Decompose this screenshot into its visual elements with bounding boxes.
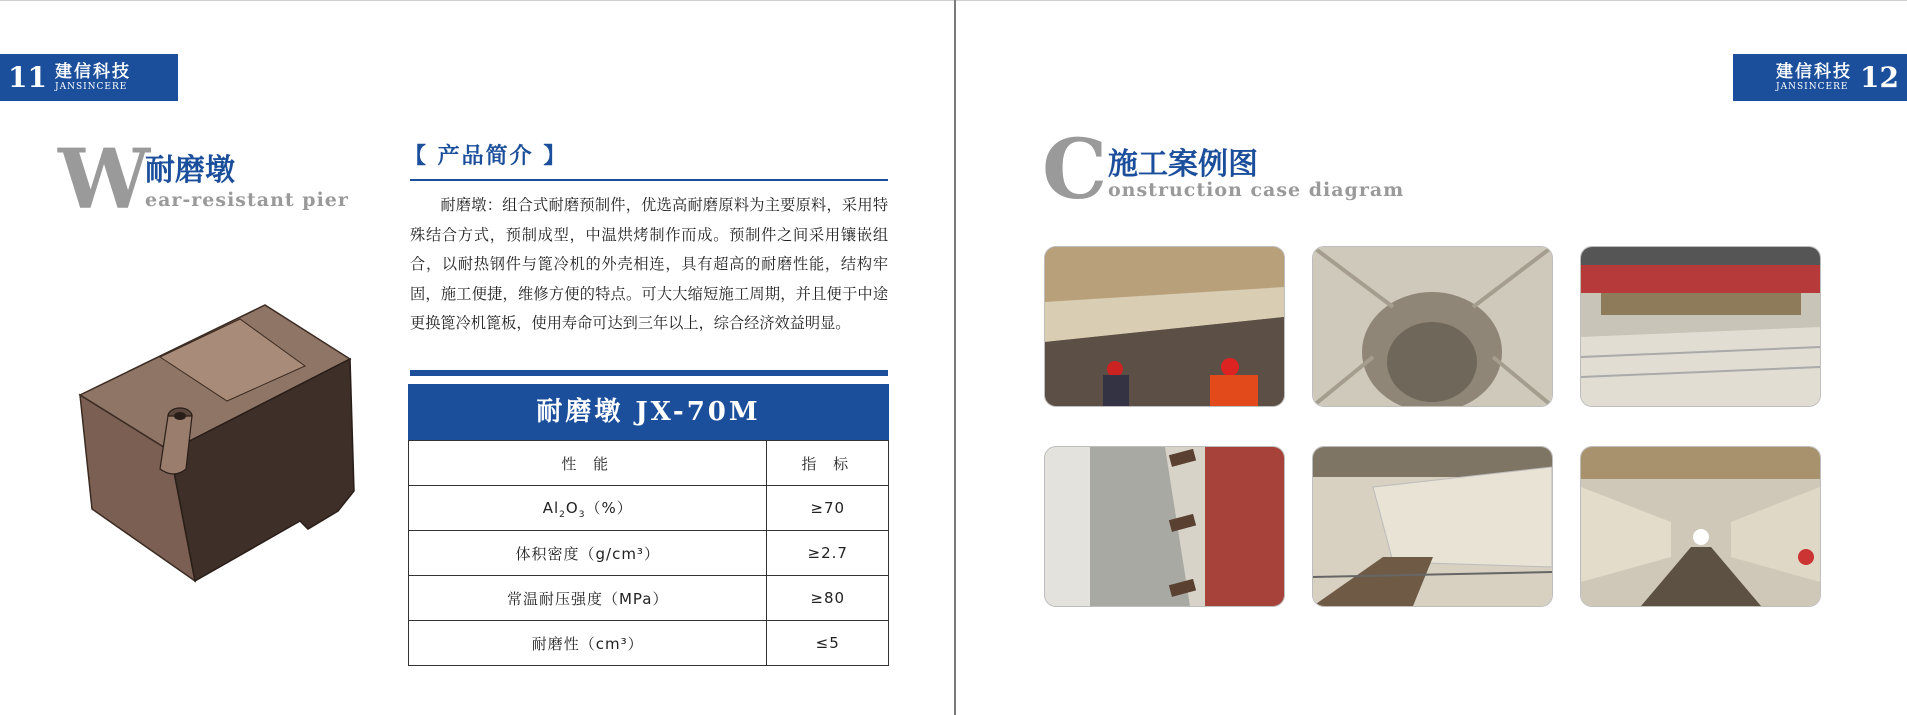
table-row [409,531,889,576]
brand-name-en: JANSINCERE [54,81,128,92]
header-value: 指 标 [767,441,889,486]
page-title-en: onstruction case diagram [1108,179,1405,201]
row-property: 体积密度（g/cm³） [409,531,767,576]
intro-paragraph: 耐磨墩：组合式耐磨预制件，优选高耐磨原料为主要原料，采用特殊结合方式，预制成型，中温烘烤制作而成。预制件之间采用镶嵌组合，以耐热钢件与篦冷机的外壳相连，具有超高的耐磨性能，结构牢固，施工便捷，维修方便的特点。可大大缩短施工周期，并且便于中途更换篦冷机篦板，使用寿命可达到三年以上，综合经济效益明显。 [410,196,888,332]
row-value: ≥2.7 [767,531,889,576]
table-row [409,576,889,621]
brand-logo [1776,61,1853,92]
row-value: ≥80 [767,576,889,621]
row-property: 常温耐压强度（MPa） [409,576,767,621]
case-photo-4 [1044,446,1285,607]
page-title-cn: 施工案例图 [1108,147,1258,182]
case-photo-5 [1312,446,1553,607]
case-photo-1 [1044,246,1285,407]
row-property: $Al_2O_3(\%)$ [409,486,767,531]
title-initial-letter: C [1042,122,1108,218]
page-badge-right [1733,54,1907,101]
right-page [956,0,1907,715]
wear-resistant-pier-image [70,291,370,591]
table-row [409,621,889,666]
table-header-row [409,441,889,486]
intro-heading: 【 产品简介 】 [404,143,568,169]
row-value: ≥70 [767,486,889,531]
row-value: ≤5 [767,621,889,666]
brand-name-en: JANSINCERE [1776,81,1849,92]
page-title-cn: 耐磨墩 [145,153,235,188]
table-row [409,486,889,531]
header-property: 性 能 [409,441,767,486]
case-photo-3 [1580,246,1821,407]
spec-table-title: 耐磨墩 JX-70M [408,384,889,440]
title-initial-letter: W [58,132,151,228]
table-top-rule [410,370,888,376]
intro-divider [410,179,888,181]
page-number: 12 [1860,61,1899,94]
brand-name-cn: 建信科技 [54,61,131,82]
spec-table [408,384,889,666]
page-number: 11 [8,61,47,94]
row-property: 耐磨性（cm³） [409,621,767,666]
page-badge-left [0,54,178,101]
brand-name-cn: 建信科技 [1776,61,1853,82]
page-title-en: ear-resistant pier [145,189,349,211]
case-photo-2 [1312,246,1553,407]
case-photo-6 [1580,446,1821,607]
brand-logo [54,61,131,92]
